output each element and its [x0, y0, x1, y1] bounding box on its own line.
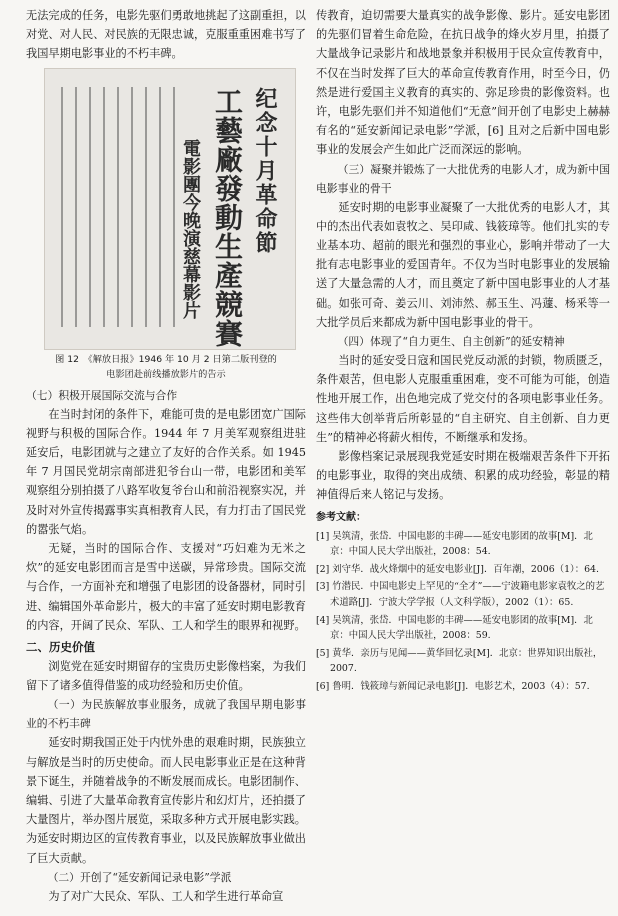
reference-item: [2] 刘守华．战火烽烟中的延安电影业[J]．百年潮，2006（1）：64. [316, 563, 599, 575]
reference-item: [5] 黄华．亲历与见闻——黄华回忆录[M]．北京：世界知识出版社，2007. [316, 647, 603, 675]
paragraph: 影像档案记录展现我党延安时期在极端艰苦条件下开拓的电影事业，取得的突出成绩、积累的成功经验，彰显的精神值得后来人铭记与发扬。 [316, 450, 610, 502]
subsection-heading: （四）体现了“自力更生、自主创新”的延安精神 [337, 335, 565, 349]
paragraph: 无疑，当时的国际合作、支援对“巧妇难为无米之炊”的延安电影团而言是雪中送碳，异常珍贵。国际交流与合作，一方面补充和增强了电影团的设备器材，同时引进、编辑国外革命影片，极大的丰富了延安时期电影教育的内容，开阔了民众、军队、工人和学生的眼界和视野。 [26, 542, 306, 632]
paragraph: 无法完成的任务，电影先驱们勇敢地挑起了这副重担，以对党、对人民、对民族的无限忠诚，克服重重困难书写了我国早期电影事业的不朽丰碑。 [26, 9, 306, 61]
caption-line: 电影团赴前线播放影片的告示 [106, 368, 226, 380]
caption-line: 图 12 《解放日报》1946 年 10 月 2 日第二版刊登的 [55, 353, 277, 365]
reference-item: [3] 竹潜民．中国电影史上罕见的“全才”——宁波籍电影家袁牧之的艺术道路[J]．宁波大学学报（人文科学版），2002（1）：65. [316, 581, 605, 609]
paragraph: 传教育，迫切需要大量真实的战争影像、影片。延安电影团的先驱们冒着生命危险，在抗日战争的烽火岁月里，拍摄了大量战争记录影片和战地景象并积极用于民众宣传教育中，不仅在当时发挥了巨大的革命宣传教育作用，时至今日，仍然是进行爱国主义教育的真实的、弥足珍贵的影像资料。也许，电影先驱们并不知道他们“无意”间开创了电影史上赫赫有名的“延安新闻记录电影”学派，[6] 且对之后新中国电影事业的发展会产生如此广泛而深远的影响。 [316, 9, 610, 157]
reference-item: [1] 吴筑清，张岱．中国电影的丰碑——延安电影团的故事[M]．北京：中国人民大学出版社，2008：54. [316, 530, 593, 558]
right-column [316, 6, 610, 697]
newspaper-figure [44, 68, 296, 350]
references-heading: 参考文献： [316, 511, 366, 523]
reference-item: [4] 吴筑清，张岱．中国电影的丰碑——延安电影团的故事[M]．北京：中国人民大学出版社，2008：59. [316, 614, 593, 642]
paragraph: 在当时封闭的条件下，难能可贵的是电影团宽广国际视野与积极的国际合作。1944 年 7 月美军观察组进驻延安后，电影团就与之建立了友好的合作关系。如 1945 年 7 月国民党胡宗南部进犯爷台山一带，电影团和美军观察组分别拍摄了八路军收复爷台山和前沿视察实况，并及时对外宣传揭露事实真相教育人民，有力打击了国民党的嚣张气焰。 [26, 407, 306, 536]
reference-item: [6] 鲁明．钱筱璋与新闻记录电影[J]．电影艺术，2003（4）：57. [316, 681, 590, 693]
newspaper-headline: 工藝廠發動生產競賽 [211, 86, 244, 348]
newspaper-headline: 電影團今晚演慈幕影片 [180, 138, 201, 319]
left-column [26, 6, 306, 906]
section-heading: 二、历史价值 [26, 640, 95, 655]
subsection-heading: （二）开创了“延安新闻记录电影”学派 [47, 870, 232, 884]
paragraph: 延安时期我国正处于内忧外患的艰难时期，民族独立与解放是当时的历史使命。而人民电影事业正是在这种背景下诞生，并随着战争的不断发展而成长。电影团制作、编辑、引进了大量革命教育宣传影片和幻灯片，还拍摄了大量图片，举办图片展览，采取多种方式开展电影实践。为延安时期边区的宣传教育事业，以及民族解放事业做出了巨大贡献。 [26, 736, 306, 865]
paragraph: 浏览党在延安时期留存的宝贵历史影像档案，为我们留下了诸多值得借鉴的成功经验和历史价值。 [26, 660, 306, 693]
newspaper-text-columns [55, 87, 175, 337]
subsection-heading: （七）积极开展国际交流与合作 [26, 388, 178, 402]
subsection-heading: （一）为民族解放事业服务，成就了我国早期电影事业的不朽丰碑 [26, 698, 306, 731]
subsection-heading: （三）凝聚并锻炼了一大批优秀的电影人才，成为新中国电影事业的骨干 [316, 162, 610, 195]
newspaper-headline: 纪念十月革命節 [252, 86, 278, 255]
figure-caption [26, 352, 306, 382]
paragraph: 延安时期的电影事业凝聚了一大批优秀的电影人才，其中的杰出代表如袁牧之、吴印咸、钱筱璋等。他们扎实的专业基本功、超前的眼光和强烈的事业心，影响并带动了一大批有志电影事业的爱国青年。不仅为当时电影事业的发展输送了大量急需的人才，而且奠定了新中国电影事业的人才基础。如张可奇、姜云川、刘沛然、郝玉生、冯蘧、杨釆等一大批学员后来都成为新中国电影事业的骨干。 [316, 200, 610, 329]
paragraph: 当时的延安受日寇和国民党反动派的封锁，物质匮乏，条件艰苦，但电影人克服重重困难，变不可能为可能，创造性地开展工作，出色地完成了党交付的各项电影事业任务。这些伟大创举背后所彰显的“自主研究、自主创新、自力更生”的精神必将薪火相传，不断继承和发扬。 [316, 354, 610, 444]
paragraph: 为了对广大民众、军队、工人和学生进行革命宣 [48, 889, 284, 903]
